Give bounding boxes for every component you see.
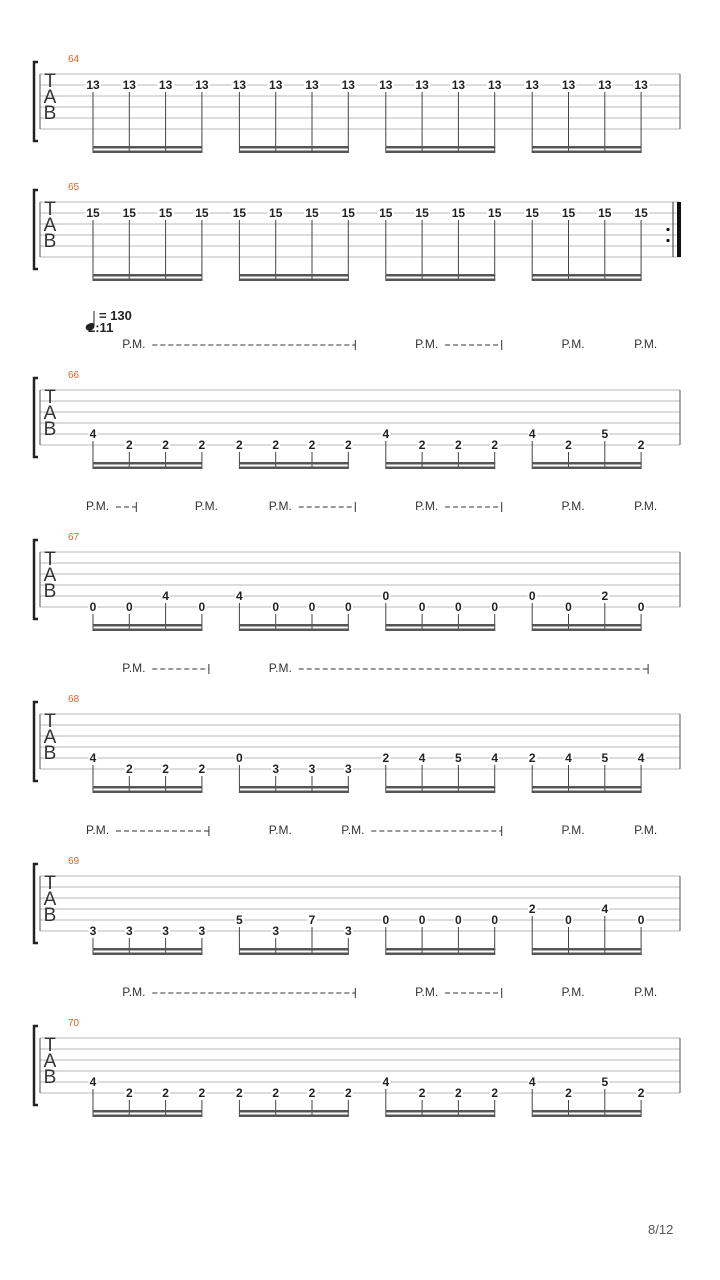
beam-lower (386, 791, 495, 794)
system-bracket (34, 378, 38, 457)
fret-number: 13 (86, 78, 100, 92)
beam-upper (93, 274, 202, 277)
fret-number: 0 (89, 600, 97, 614)
beam-upper (93, 786, 202, 789)
fret-number: 2 (491, 1086, 499, 1100)
fret-number: 13 (305, 78, 319, 92)
fret-number: 0 (418, 600, 426, 614)
fret-number: 2 (528, 751, 536, 765)
beam-lower (239, 791, 348, 794)
fret-number: 5 (601, 751, 609, 765)
palm-mute-label: P.M. (194, 499, 219, 513)
beam-upper (386, 274, 495, 277)
fret-number: 15 (341, 206, 355, 220)
tab-clef-letter: A (43, 215, 57, 236)
beam-upper (532, 1110, 641, 1113)
tab-clef-letter: A (43, 727, 57, 748)
beam-upper (239, 462, 348, 465)
fret-number: 3 (125, 924, 133, 938)
tab-system-64 (34, 54, 680, 153)
palm-mute-label: P.M. (561, 823, 585, 837)
beam-lower (93, 279, 202, 282)
fret-number: 0 (565, 600, 572, 614)
fret-number: 2 (565, 438, 572, 452)
palm-mute-label: P.M. (415, 337, 439, 351)
beam-upper (239, 274, 348, 277)
beam-lower (532, 1115, 641, 1118)
fret-number: 15 (634, 206, 648, 220)
beam-upper (386, 624, 495, 627)
beam-lower (386, 629, 495, 632)
fret-number: 2 (162, 762, 169, 776)
fret-number: 4 (637, 751, 645, 765)
fret-number: 3 (272, 762, 280, 776)
beam-upper (239, 146, 348, 149)
fret-number: 0 (565, 913, 572, 927)
tab-clef-letter: A (43, 1051, 57, 1072)
tab-clef-letter: T (44, 1035, 56, 1056)
fret-number: 4 (89, 1075, 97, 1089)
fret-number: 2 (125, 1086, 133, 1100)
beam-upper (532, 948, 641, 951)
palm-mute-label: P.M. (122, 661, 146, 675)
fret-number: 15 (525, 206, 539, 220)
tab-clef-letter: B (43, 231, 57, 252)
system-bracket (34, 190, 38, 269)
fret-number: 0 (491, 600, 499, 614)
beam-lower (239, 629, 348, 632)
fret-number: 3 (344, 924, 352, 938)
beam-lower (386, 279, 495, 282)
fret-number: 13 (634, 78, 648, 92)
palm-mute-label: P.M. (268, 499, 292, 513)
measure-number: 68 (68, 694, 80, 705)
beam-upper (386, 462, 495, 465)
fret-number: 4 (89, 751, 97, 765)
tab-clef-letter: T (44, 71, 56, 92)
beam-lower (239, 953, 348, 956)
palm-mute-label: P.M. (122, 985, 146, 999)
beam-upper (93, 948, 202, 951)
beam-upper (386, 786, 495, 789)
fret-number: 15 (415, 206, 429, 220)
palm-mute-label: P.M. (561, 985, 585, 999)
palm-mute-label: P.M. (634, 499, 658, 513)
tab-clef-letter: A (43, 565, 57, 586)
fret-number: 2 (455, 1086, 462, 1100)
fret-number: 2 (236, 438, 243, 452)
fret-number: 13 (561, 78, 576, 92)
fret-number: 2 (455, 438, 462, 452)
palm-mute-label: P.M. (634, 985, 658, 999)
palm-mute-label: P.M. (634, 337, 658, 351)
palm-mute-label: P.M. (86, 499, 110, 513)
fret-number: 0 (272, 600, 280, 614)
fret-number: 0 (637, 913, 645, 927)
fret-number: 0 (236, 751, 243, 765)
tab-clef-letter: A (43, 889, 57, 910)
tab-system-67 (34, 499, 680, 631)
fret-number: 2 (272, 438, 280, 452)
fret-number: 13 (451, 78, 466, 92)
beam-lower (239, 279, 348, 282)
fret-number: 13 (269, 78, 283, 92)
beam-upper (93, 462, 202, 465)
tab-clef-letter: A (43, 403, 57, 424)
fret-number: 13 (341, 78, 355, 92)
beam-upper (239, 948, 348, 951)
system-bracket (34, 540, 38, 619)
beam-lower (532, 953, 641, 956)
system-bracket (34, 702, 38, 781)
beam-lower (532, 791, 641, 794)
tab-clef-letter: T (44, 199, 56, 220)
palm-mute-label: P.M. (268, 823, 292, 837)
tab-clef-letter: B (43, 103, 57, 124)
beam-lower (386, 953, 495, 956)
fret-number: 2 (308, 1086, 316, 1100)
fret-number: 0 (528, 589, 536, 603)
palm-mute-label: P.M. (86, 823, 110, 837)
beam-lower (93, 953, 202, 956)
fret-number: 0 (382, 913, 390, 927)
fret-number: 4 (528, 1075, 536, 1089)
tab-clef-letter: T (44, 387, 56, 408)
palm-mute-label: P.M. (415, 499, 439, 513)
tab-system-69 (34, 823, 680, 955)
beam-lower (532, 279, 641, 282)
tab-system-65 (34, 182, 680, 281)
beam-lower (93, 467, 202, 470)
fret-number: 13 (195, 78, 209, 92)
fret-number: 0 (344, 600, 352, 614)
fret-number: 4 (491, 751, 499, 765)
fret-number: 13 (488, 78, 502, 92)
fret-number: 3 (198, 924, 206, 938)
beam-upper (386, 1110, 495, 1113)
beam-lower (239, 1115, 348, 1118)
fret-number: 0 (198, 600, 206, 614)
measure-number: 69 (68, 856, 80, 867)
fret-number: 3 (89, 924, 97, 938)
fret-number: 15 (451, 206, 466, 220)
beam-upper (532, 462, 641, 465)
tempo-time: 2:11 (88, 320, 114, 335)
fret-number: 13 (158, 78, 173, 92)
beam-lower (386, 467, 495, 470)
beam-lower (93, 629, 202, 632)
fret-number: 15 (379, 206, 393, 220)
fret-number: 5 (601, 1075, 609, 1089)
palm-mute-label: P.M. (268, 661, 292, 675)
fret-number: 5 (236, 913, 243, 927)
tab-clef-letter: A (43, 87, 57, 108)
system-bracket (34, 1026, 38, 1105)
fret-number: 7 (308, 913, 316, 927)
fret-number: 5 (601, 427, 609, 441)
beam-upper (386, 146, 495, 149)
fret-number: 2 (382, 751, 390, 765)
tab-clef-letter: T (44, 549, 56, 570)
measure-number: 64 (68, 54, 80, 65)
page-number: 8/12 (648, 1222, 674, 1237)
fret-number: 2 (418, 438, 426, 452)
palm-mute-label: P.M. (561, 499, 585, 513)
beam-lower (239, 151, 348, 154)
fret-number: 15 (305, 206, 319, 220)
measure-number: 66 (68, 370, 80, 381)
fret-number: 2 (528, 902, 536, 916)
tab-clef-letter: B (43, 581, 57, 602)
fret-number: 2 (162, 438, 169, 452)
fret-number: 2 (272, 1086, 280, 1100)
beam-lower (386, 151, 495, 154)
fret-number: 4 (162, 589, 169, 603)
fret-number: 4 (236, 589, 243, 603)
palm-mute-label: P.M. (122, 337, 146, 351)
fret-number: 3 (308, 762, 316, 776)
fret-number: 15 (598, 206, 612, 220)
fret-number: 4 (528, 427, 536, 441)
beam-upper (386, 948, 495, 951)
fret-number: 15 (561, 206, 576, 220)
tab-system-68 (34, 661, 680, 793)
beam-lower (93, 791, 202, 794)
beam-upper (532, 786, 641, 789)
fret-number: 0 (382, 589, 390, 603)
fret-number: 15 (232, 206, 247, 220)
fret-number: 2 (637, 438, 645, 452)
beam-upper (532, 624, 641, 627)
tab-clef-letter: B (43, 743, 57, 764)
fret-number: 4 (418, 751, 426, 765)
beam-upper (239, 624, 348, 627)
system-bracket (34, 62, 38, 141)
beam-lower (93, 151, 202, 154)
fret-number: 4 (382, 427, 390, 441)
palm-mute-label: P.M. (634, 823, 658, 837)
beam-upper (532, 274, 641, 277)
beam-lower (532, 151, 641, 154)
tab-system-66 (34, 308, 680, 469)
fret-number: 13 (598, 78, 612, 92)
repeat-dot (666, 228, 669, 231)
beam-upper (93, 624, 202, 627)
fret-number: 0 (418, 913, 426, 927)
fret-number: 2 (308, 438, 316, 452)
fret-number: 3 (272, 924, 280, 938)
beam-upper (239, 786, 348, 789)
beam-upper (93, 1110, 202, 1113)
fret-number: 2 (198, 762, 206, 776)
fret-number: 13 (379, 78, 393, 92)
fret-number: 15 (158, 206, 173, 220)
palm-mute-label: P.M. (341, 823, 365, 837)
measure-number: 65 (68, 182, 80, 193)
fret-number: 2 (125, 762, 133, 776)
fret-number: 2 (236, 1086, 243, 1100)
fret-number: 0 (455, 913, 462, 927)
fret-number: 0 (491, 913, 499, 927)
tab-clef-letter: B (43, 419, 57, 440)
fret-number: 13 (415, 78, 429, 92)
fret-number: 0 (125, 600, 133, 614)
fret-number: 2 (198, 1086, 206, 1100)
fret-number: 5 (455, 751, 462, 765)
beam-upper (93, 146, 202, 149)
fret-number: 15 (122, 206, 136, 220)
beam-upper (532, 146, 641, 149)
fret-number: 3 (162, 924, 169, 938)
fret-number: 13 (525, 78, 539, 92)
fret-number: 4 (601, 902, 609, 916)
fret-number: 0 (455, 600, 462, 614)
fret-number: 15 (488, 206, 502, 220)
tempo-bpm: = 130 (99, 308, 132, 323)
beam-upper (239, 1110, 348, 1113)
fret-number: 3 (344, 762, 352, 776)
tab-system-70 (34, 985, 680, 1117)
tab-clef-letter: T (44, 873, 56, 894)
fret-number: 13 (122, 78, 136, 92)
fret-number: 2 (565, 1086, 572, 1100)
tab-clef-letter: B (43, 905, 57, 926)
fret-number: 2 (601, 589, 609, 603)
measure-number: 67 (68, 532, 80, 543)
fret-number: 2 (418, 1086, 426, 1100)
beam-lower (386, 1115, 495, 1118)
measure-number: 70 (68, 1018, 80, 1029)
system-bracket (34, 864, 38, 943)
fret-number: 2 (344, 1086, 352, 1100)
palm-mute-label: P.M. (415, 985, 439, 999)
fret-number: 4 (565, 751, 572, 765)
fret-number: 2 (491, 438, 499, 452)
fret-number: 0 (637, 600, 645, 614)
beam-lower (532, 467, 641, 470)
fret-number: 15 (86, 206, 100, 220)
fret-number: 2 (344, 438, 352, 452)
fret-number: 13 (232, 78, 247, 92)
fret-number: 4 (89, 427, 97, 441)
repeat-dot (666, 239, 669, 242)
tab-clef-letter: T (44, 711, 56, 732)
palm-mute-label: P.M. (561, 337, 585, 351)
fret-number: 2 (125, 438, 133, 452)
fret-number: 15 (269, 206, 283, 220)
fret-number: 2 (637, 1086, 645, 1100)
fret-number: 2 (162, 1086, 169, 1100)
fret-number: 2 (198, 438, 206, 452)
fret-number: 15 (195, 206, 209, 220)
tab-clef-letter: B (43, 1067, 57, 1088)
fret-number: 0 (308, 600, 316, 614)
beam-lower (239, 467, 348, 470)
fret-number: 4 (382, 1075, 390, 1089)
beam-lower (93, 1115, 202, 1118)
beam-lower (532, 629, 641, 632)
